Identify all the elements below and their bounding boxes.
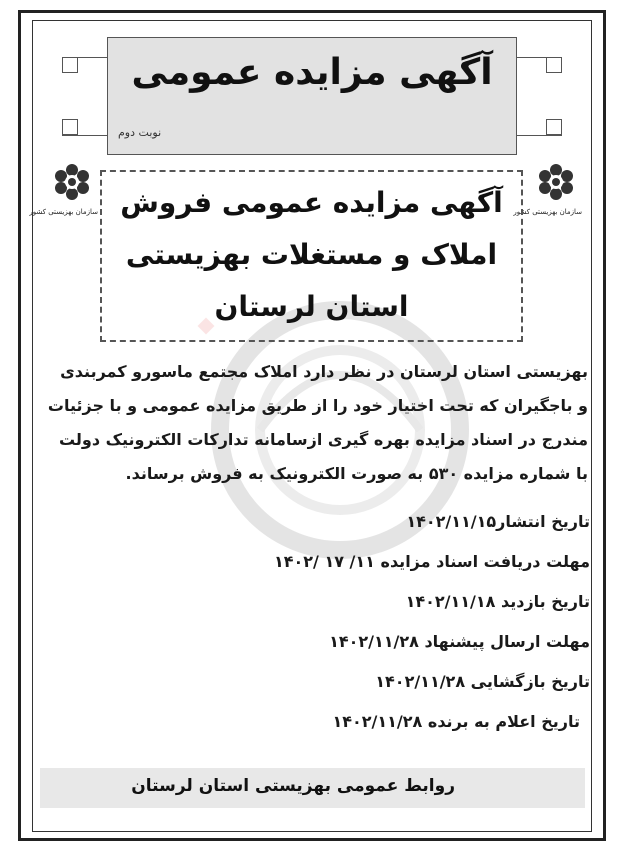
footer-bar [40, 768, 585, 808]
body-line: با شماره مزایده ۵۳۰ به صورت الکترونیک به فروش برساند. [125, 464, 588, 483]
title-line-2: املاک و مستغلات بهزیستی [125, 238, 498, 271]
title-line-3: استان لرستان [214, 290, 409, 323]
date-proposal-deadline: مهلت ارسال پیشنهاد ۱۴۰۲/۱۱/۲۸ [329, 632, 590, 651]
body-line: مندرج در اسناد مزایده بهره گیری ازسامانه تدارکات الکترونیک دولت [58, 430, 588, 449]
logo-caption: سازمان بهزیستی کشور [29, 208, 98, 216]
ornament-square [62, 119, 78, 135]
ornament-square [62, 57, 78, 73]
date-winner-announcement: تاریخ اعلام به برنده ۱۴۰۲/۱۱/۲۸ [332, 712, 580, 731]
date-document-deadline: مهلت دریافت اسناد مزایده ۱۱/ ۱۷ /۱۴۰۲ [273, 552, 590, 571]
body-line: بهزیستی استان لرستان در نظر دارد املاک مجتمع ماسورو کمربندی [60, 362, 588, 381]
date-publish: تاریخ انتشار۱۴۰۲/۱۱/۱۵ [406, 512, 590, 531]
body-line: و باجگیران که تحت اختیار خود را از طریق مزایده عمومی و با جزئیات [47, 396, 588, 415]
logo-caption: سازمان بهزیستی کشور [513, 208, 582, 216]
page-title: آگهی مزایده عمومی [131, 52, 493, 93]
flower-logo-icon [52, 162, 92, 202]
date-visit: تاریخ بازدید ۱۴۰۲/۱۱/۱۸ [405, 592, 590, 611]
title-line-1: آگهی مزایده عمومی فروش [120, 186, 503, 219]
ornament-square [546, 119, 562, 135]
ornament-square [546, 57, 562, 73]
logo-left [29, 162, 98, 232]
flower-logo-icon [536, 162, 576, 202]
ornament-line [517, 135, 562, 136]
date-opening: تاریخ بازگشایی ۱۴۰۲/۱۱/۲۸ [375, 672, 590, 691]
ornament-line [62, 135, 107, 136]
turn-label: نوبت دوم [118, 126, 162, 139]
header-box [107, 37, 517, 155]
footer-text: روابط عمومی بهزیستی استان لرستان [131, 776, 455, 796]
announcement-title-box [100, 170, 523, 342]
logo-right [513, 162, 582, 232]
